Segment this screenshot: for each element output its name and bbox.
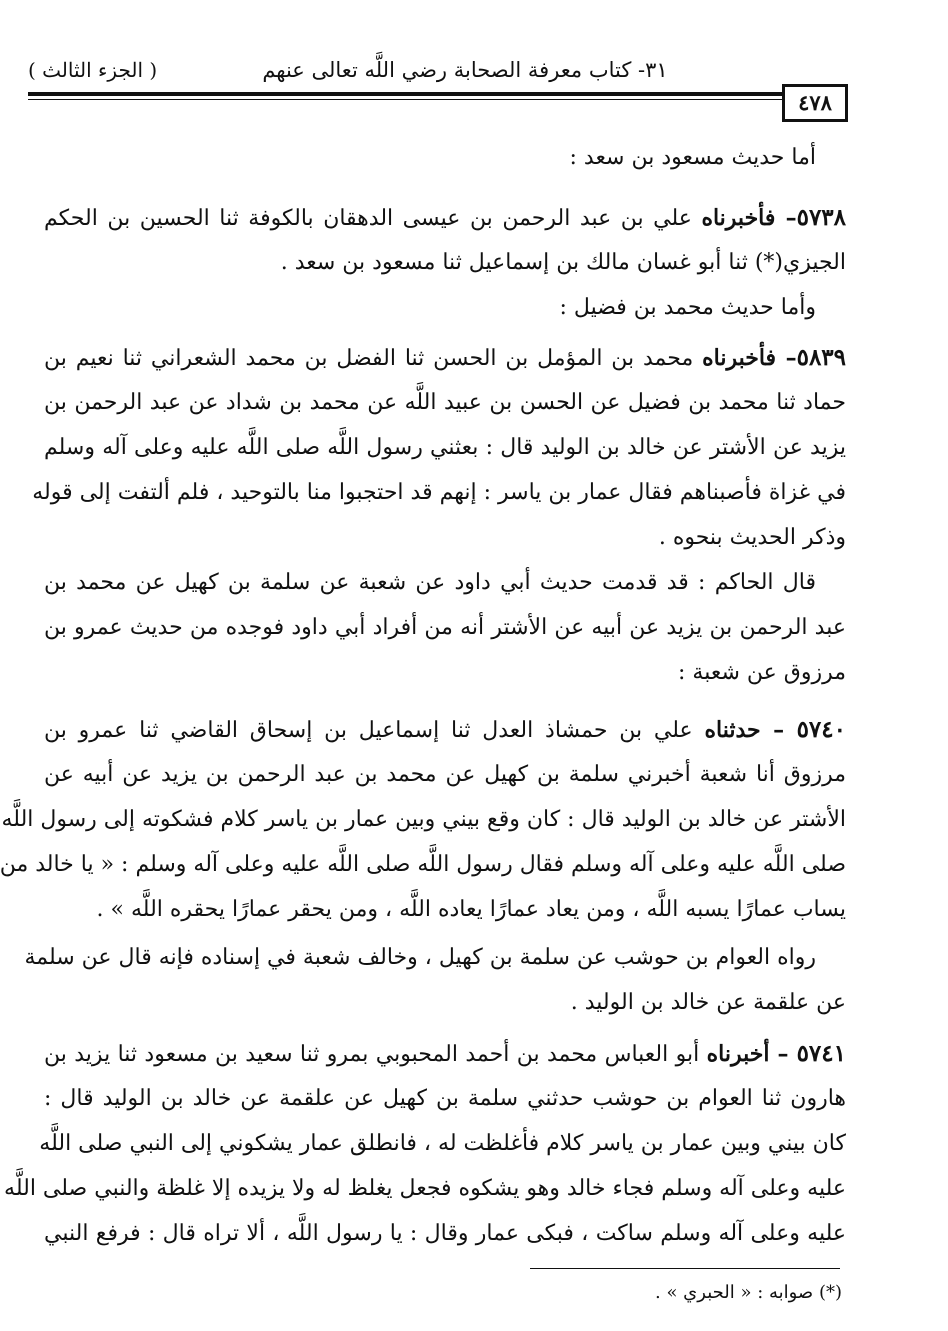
text-line: [44, 520, 846, 556]
text-line: [44, 430, 846, 466]
line-text: حماد ثنا محمد بن فضيل عن الحسن بن عبيد اللَّه عن محمد بن شداد عن عبد الرحمن بن: [44, 390, 846, 415]
line-text: عليه وعلى آله وسلم فجاء خالد وهو يشكوه فجعل يغلظ له ولا يزيده إلا غلظة والنبي صلى اللَّه: [4, 1176, 846, 1201]
hadith-heading-line: [44, 200, 846, 236]
volume-label: ( الجزء الثالث ): [28, 58, 158, 82]
line-text: قال الحاكم : قد قدمت حديث أبي داود عن شعبة عن سلمة بن كهيل عن محمد بن: [44, 570, 816, 595]
line-text: يزيد عن الأشتر عن خالد بن الوليد قال : بعثني رسول اللَّه صلى اللَّه عليه وعلى آله وسلم: [44, 435, 846, 460]
page-number: ٤٧٨: [782, 84, 848, 122]
chapter-title: ٣١- كتاب معرفة الصحابة رضي اللَّه تعالى عنهم: [262, 58, 668, 82]
hadith-number: ٥٧٤١: [796, 1040, 846, 1067]
text-line: [44, 1216, 846, 1252]
line-text: الجيزي(*) ثنا أبو غسان مالك بن إسماعيل ثنا مسعود بن سعد .: [280, 250, 846, 275]
line-text: في غزاة فأصبناهم فقال عمار بن ياسر : إنهم قد احتجبوا منا بالتوحيد ، فلم ألتفت إلى قوله: [32, 480, 846, 505]
text-underline: [530, 1268, 840, 1269]
header-rule: [28, 92, 844, 96]
header-rule-thin: [28, 99, 844, 100]
line-text: الأشتر عن خالد بن الوليد قال : كان وقع بيني وبين عمار بن ياسر كلام فشكوته إلى رسول اللَّه: [1, 807, 846, 832]
line-text: علي بن حمشاذ العدل ثنا إسماعيل بن إسحاق القاضي ثنا عمرو بن: [44, 718, 705, 743]
narration-lead: – فأخبرناه: [701, 205, 797, 231]
text-line: [4, 1171, 846, 1207]
text-line: [44, 385, 846, 421]
text-line: [44, 1081, 846, 1117]
hadith-number: ٥٧٤٠: [796, 716, 846, 743]
text-line: [44, 655, 846, 691]
footnote: (*) صوابه : « الحبري » .: [655, 1282, 842, 1303]
line-text: وذكر الحديث بنحوه .: [658, 525, 846, 550]
hadith-number: ٥٨٣٩: [796, 344, 847, 371]
line-text: عن علقمة عن خالد بن الوليد .: [570, 990, 846, 1015]
hadith-heading-line: [44, 340, 846, 376]
text-line: [44, 565, 816, 601]
line-text: يساب عمارًا يسبه اللَّه ، ومن يعاد عمارًا يعاده اللَّه ، ومن يحقر عمارًا يحقره اللَّه » .: [96, 897, 846, 922]
narration-lead: – أخبرناه: [706, 1041, 797, 1067]
line-text: محمد بن المؤمل بن الحسن ثنا الفضل بن محمد الشعراني ثنا نعيم بن: [44, 346, 703, 371]
text-line: [32, 475, 846, 511]
text-line: [44, 610, 846, 646]
line-text: عبد الرحمن بن يزيد عن أبيه عن الأشتر أنه من أفراد أبي داود فوجده من حديث عمرو بن: [44, 615, 846, 640]
hadith-heading-line: [44, 712, 846, 748]
line-text: مرزوق أنا شعبة أخبرني سلمة بن كهيل عن محمد بن عبد الرحمن بن يزيد عن أبيه عن: [44, 762, 846, 787]
text-line: [44, 757, 846, 793]
hadith-number: ٥٧٣٨: [796, 204, 847, 231]
line-text: صلى اللَّه عليه وعلى آله وسلم فقال رسول اللَّه صلى اللَّه عليه وعلى آله وسلم : « يا خالد من: [0, 852, 846, 877]
line-text: مرزوق عن شعبة :: [678, 660, 846, 685]
line-text: أما حديث مسعود بن سعد :: [569, 145, 816, 170]
text-line: [39, 1126, 846, 1162]
line-text: عليه وعلى آله وسلم ساكت ، فبكى عمار وقال : يا رسول اللَّه ، ألا تراه قال : فرفع النبي: [44, 1221, 846, 1246]
narration-lead: – فأخبرناه: [702, 345, 797, 371]
line-text: أبو العباس محمد بن أحمد المحبوبي بمرو ثنا سعيد بن مسعود ثنا يزيد بن: [44, 1042, 707, 1067]
text-line: [44, 892, 846, 928]
text-line: [1, 802, 846, 838]
line-text: علي بن عبد الرحمن بن عيسى الدهقان بالكوفة ثنا الحسين بن الحكم: [44, 206, 702, 231]
text-line: [24, 940, 816, 976]
narration-lead: – حدثناه: [704, 717, 797, 743]
text-line: [44, 245, 846, 281]
line-text: كان بيني وبين عمار بن ياسر كلام فأغلظت له ، فانطلق عمار يشكوني إلى النبي صلى اللَّه: [39, 1131, 846, 1156]
line-text: وأما حديث محمد بن فضيل :: [559, 295, 816, 320]
line-text: رواه العوام بن حوشب عن سلمة بن كهيل ، وخالف شعبة في إسناده فإنه قال عن سلمة: [24, 945, 816, 970]
text-line: [0, 847, 846, 883]
hadith-heading-line: [44, 1036, 846, 1072]
line-text: هارون ثنا العوام بن حوشب حدثني سلمة بن كهيل عن علقمة عن خالد بن الوليد قال :: [44, 1086, 846, 1111]
text-line: [44, 985, 846, 1021]
text-line: [44, 140, 816, 176]
text-line: [44, 290, 816, 326]
